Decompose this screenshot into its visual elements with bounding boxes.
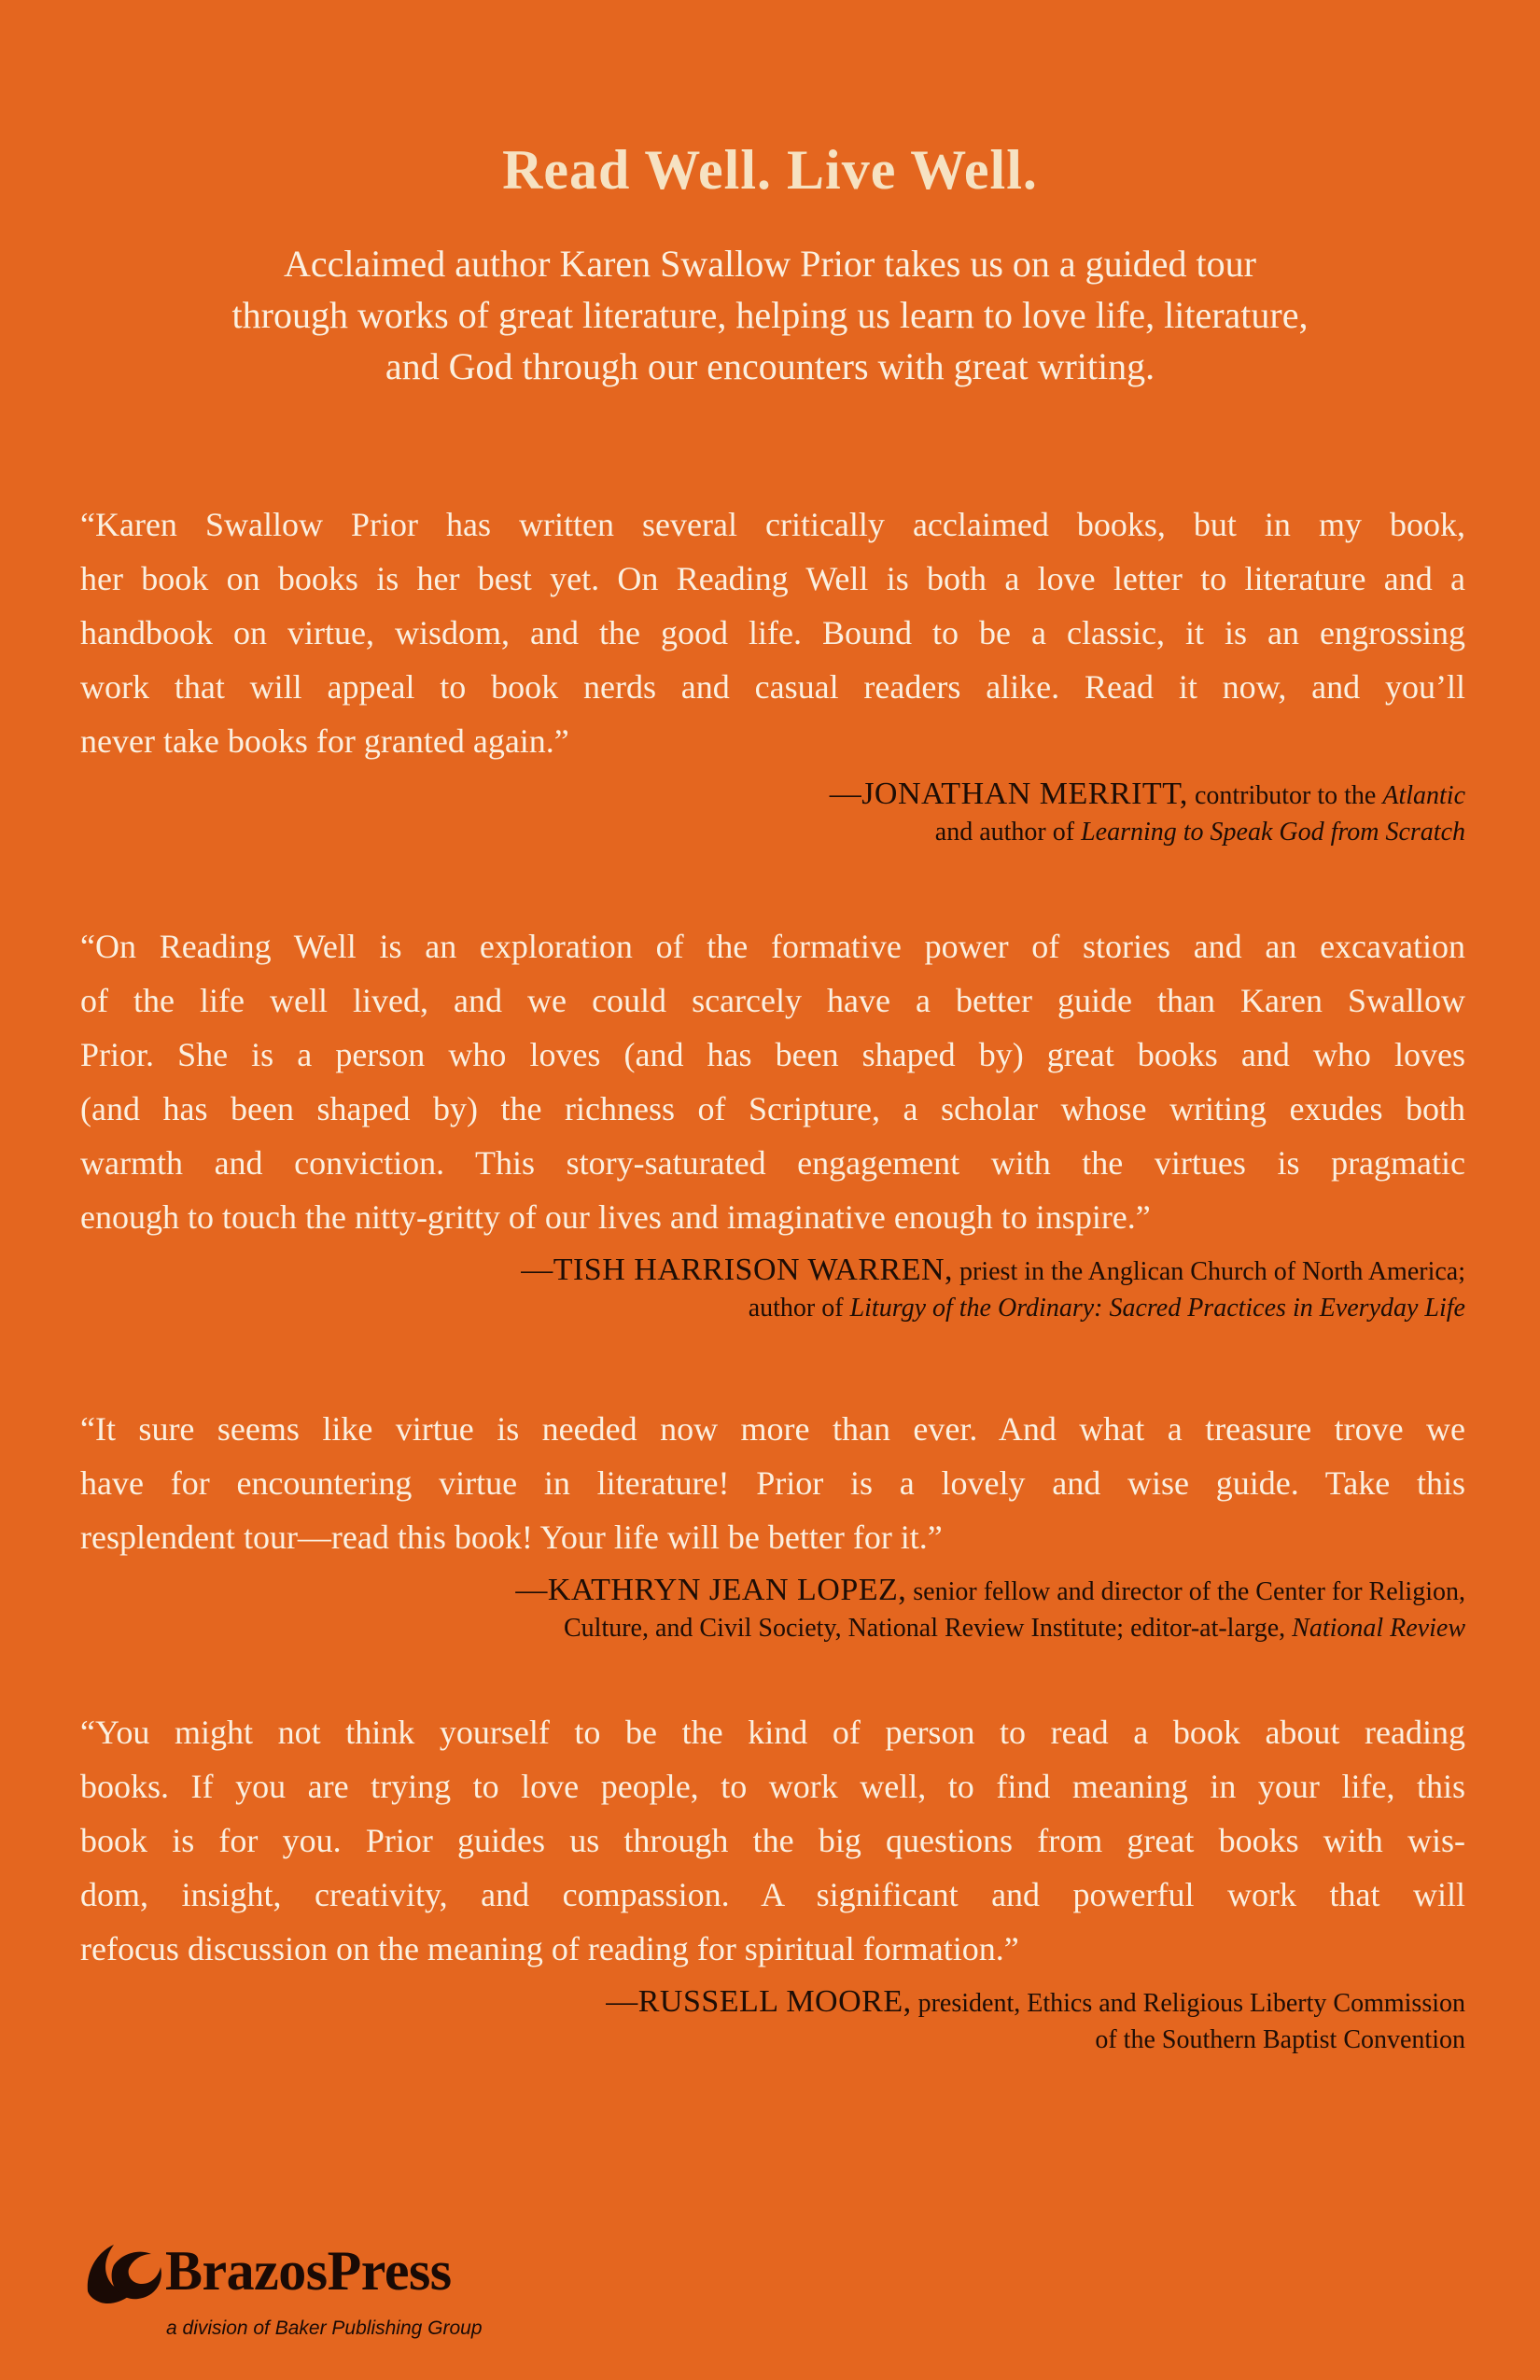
quote-line: “It sure seems like virtue is needed now more than ever. And what a treasure trove we (80, 1410, 1465, 1448)
quote-line: Prior. She is a person who loves (and has been shaped by) great books and who loves (80, 1036, 1465, 1073)
endorser-title: president, Ethics and Religious Liberty Commission (911, 1989, 1465, 2018)
intro-line: through works of great literature, helping us learn to love life, literature, (231, 294, 1309, 336)
endorser-title: author of (748, 1294, 850, 1323)
endorsement-text (80, 1402, 1465, 1564)
endorsement-text (80, 1705, 1465, 1976)
quote-line: (and has been shaped by) the richness of Scripture, a scholar whose writing exudes both (80, 1090, 1465, 1127)
headline: Read Well. Live Well. (502, 139, 1038, 201)
quote-line: refocus discussion on the meaning of reading for spiritual formation.” (80, 1930, 1019, 1967)
quote-line: of the life well lived, and we could scarcely have a better guide than Karen Swallow (80, 982, 1465, 1019)
endorser-publication: National Review (1292, 1614, 1465, 1643)
intro-paragraph (56, 238, 1484, 392)
endorser-title: Culture, and Civil Society, National Review Institute; editor-at-large, (563, 1614, 1293, 1643)
endorsement-moore (80, 1705, 1465, 2058)
quote-line: have for encountering virtue in literature! Prior is a lovely and wise guide. Take this (80, 1464, 1465, 1502)
quote-line: “Karen Swallow Prior has written several critically acclaimed books, but in my book, (80, 506, 1465, 543)
endorsement-lopez (80, 1402, 1465, 1646)
quote-line: “On Reading Well is an exploration of the formative power of stories and an excavation (80, 928, 1465, 965)
quote-line: never take books for granted again.” (80, 722, 569, 760)
endorser-name: —KATHRYN JEAN LOPEZ, (515, 1573, 907, 1607)
endorser-title: contributor to the (1187, 781, 1383, 810)
quote-line: warmth and conviction. This story-saturated engagement with the virtues is pragmatic (80, 1144, 1465, 1182)
quote-line: work that will appeal to book nerds and casual readers alike. Read it now, and you’ll (80, 668, 1465, 706)
quote-line: “You might not think yourself to be the kind of person to read a book about reading (80, 1714, 1465, 1751)
publisher-tagline: a division of Baker Publishing Group (166, 2317, 483, 2339)
endorsement-attribution (80, 1572, 1465, 1646)
endorser-title-italic: Atlantic (1382, 781, 1465, 810)
endorser-book-title: Learning to Speak God from Scratch (1081, 818, 1465, 847)
endorsement-text (80, 919, 1465, 1244)
endorsement-merritt (80, 497, 1465, 850)
quote-line: book is for you. Prior guides us through the big questions from great books with wis- (80, 1822, 1465, 1859)
endorser-title: of the Southern Baptist Convention (1095, 2025, 1465, 2054)
endorsement-attribution (80, 776, 1465, 850)
endorser-name: —TISH HARRISON WARREN, (521, 1253, 954, 1287)
quote-line: dom, insight, creativity, and compassion. A significant and powerful work that will (80, 1876, 1465, 1913)
quote-line: enough to touch the nitty-gritty of our lives and imaginative enough to inspire.” (80, 1198, 1151, 1236)
endorser-name: —RUSSELL MOORE, (606, 1984, 912, 2019)
publisher-logo (77, 2226, 562, 2347)
endorser-title: priest in the Anglican Church of North America; (953, 1257, 1465, 1286)
intro-line: Acclaimed author Karen Swallow Prior takes us on a guided tour (284, 243, 1256, 285)
quote-line: books. If you are trying to love people, to work well, to find meaning in your life, this (80, 1768, 1465, 1805)
brazos-wave-icon (77, 2233, 170, 2317)
endorser-book-title: Liturgy of the Ordinary: Sacred Practices in Everyday Life (849, 1294, 1465, 1323)
quote-line: resplendent tour—read this book! Your life will be better for it.” (80, 1519, 943, 1556)
endorser-name: —JONATHAN MERRITT, (829, 777, 1188, 811)
quote-line: handbook on virtue, wisdom, and the good life. Bound to be a classic, it is an engrossing (80, 614, 1465, 651)
endorsement-attribution (80, 1252, 1465, 1326)
endorser-title: senior fellow and director of the Center for Religion, (906, 1577, 1465, 1606)
publisher-name: BrazosPress (165, 2240, 452, 2302)
endorser-title: and author of (934, 818, 1082, 847)
quote-line: her book on books is her best yet. On Reading Well is both a love letter to literature and a (80, 560, 1465, 597)
endorsement-text (80, 497, 1465, 768)
endorsement-warren (80, 919, 1465, 1326)
endorsement-attribution (80, 1983, 1465, 2058)
intro-line: and God through our encounters with great writing. (385, 345, 1155, 387)
